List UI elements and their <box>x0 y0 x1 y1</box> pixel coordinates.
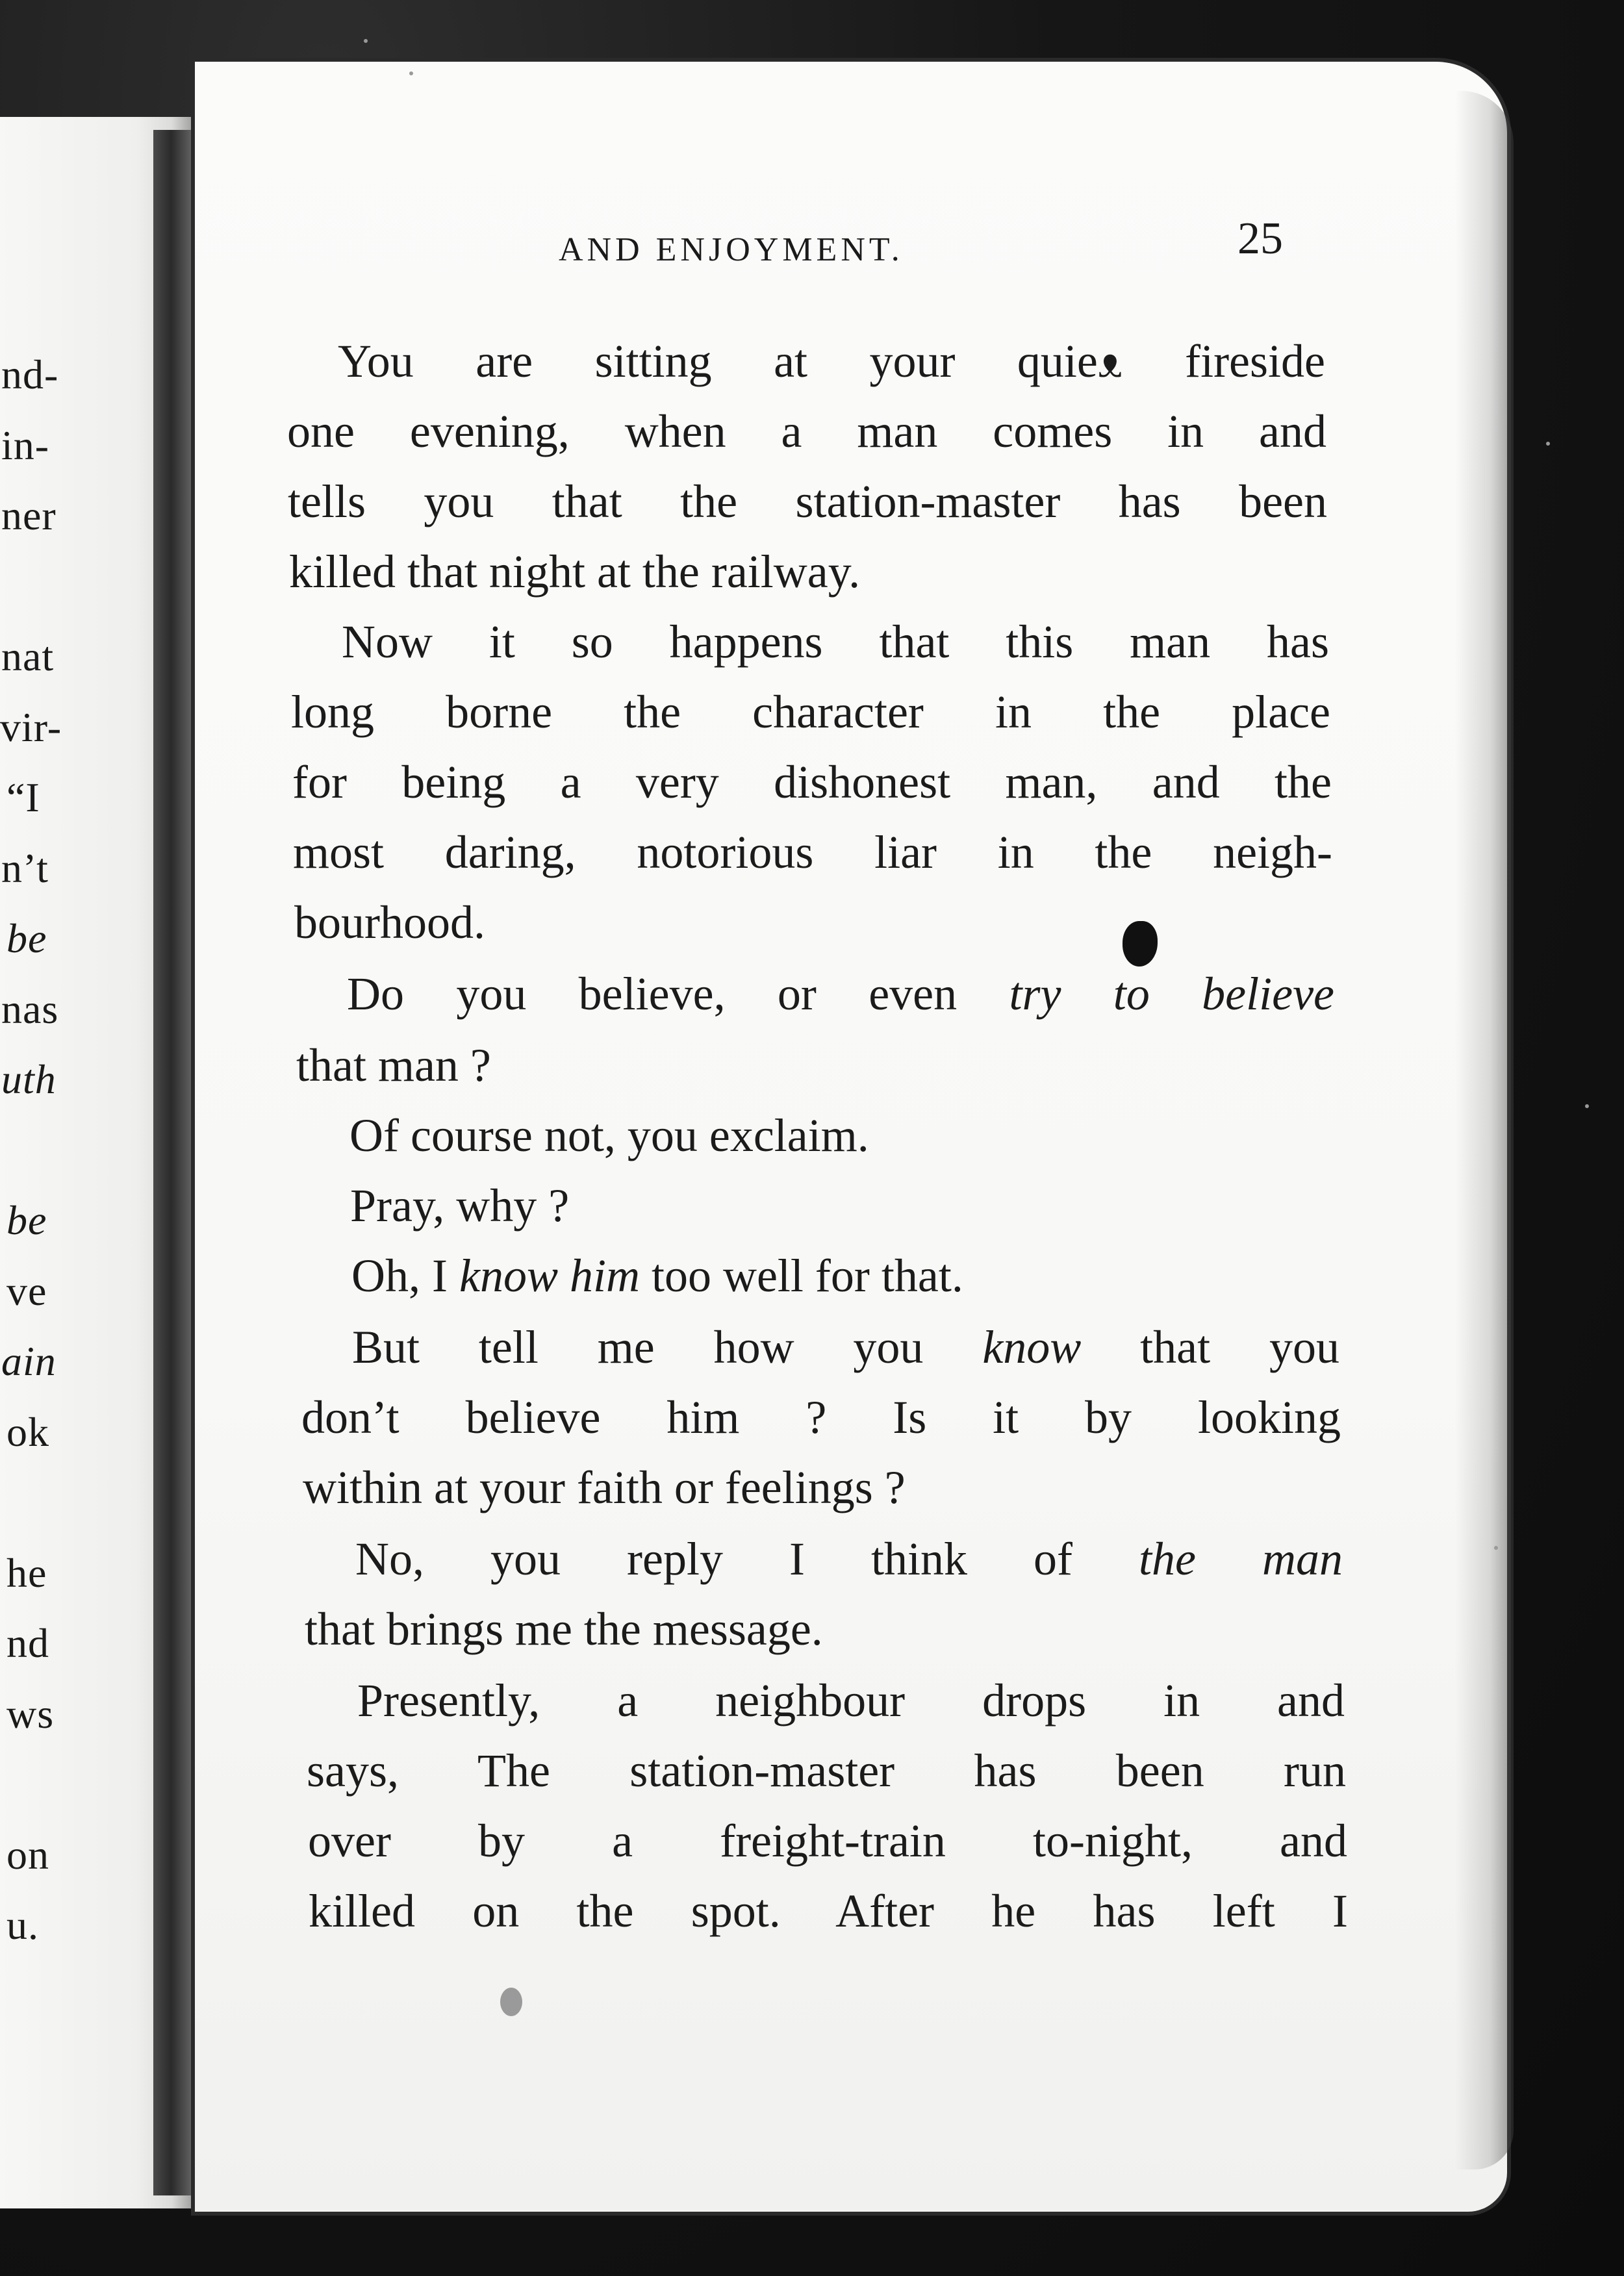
left-page-fragment: nd- <box>1 351 59 398</box>
left-page-fragment: n’t <box>1 844 49 891</box>
text-line: that brings me the message. <box>305 1603 823 1655</box>
left-page-fragment: be <box>6 915 47 961</box>
text-line: long borne the character in the place <box>291 686 1330 738</box>
left-page-fragment: on <box>6 1831 49 1878</box>
left-page-fragment: ner <box>1 492 57 538</box>
left-page-fragment: ve <box>6 1267 47 1314</box>
text-run: Do you believe, or even <box>347 968 1009 1020</box>
paper-speck <box>500 1988 522 2016</box>
text-line: over by a freight-train to-night, and <box>308 1815 1347 1867</box>
running-head: AND ENJOYMENT. <box>559 231 904 268</box>
text-line: You are sitting at your quieᴥ fireside <box>338 335 1325 387</box>
dust-speck <box>364 39 368 43</box>
text-run: No, you reply I think of <box>355 1533 1139 1585</box>
left-page-fragment: nd <box>6 1620 49 1666</box>
page-number: 25 <box>1237 214 1283 264</box>
left-page-fragment: nas <box>1 985 59 1032</box>
text-line: within at your faith or feelings ? <box>303 1461 906 1513</box>
dust-speck <box>409 71 413 75</box>
text-run: that you <box>1081 1321 1340 1373</box>
left-page-fragment: “I <box>6 774 40 820</box>
text-line: most daring, notorious liar in the neigh- <box>293 826 1332 878</box>
text-line <box>351 1250 1339 1302</box>
text-line: that man ? <box>296 1039 491 1091</box>
text-run: too well for that. <box>639 1250 963 1302</box>
left-page-fragment: ws <box>6 1690 55 1737</box>
text-line: says, The station-master has been run <box>307 1745 1346 1797</box>
text-line: bourhood. <box>294 896 485 948</box>
text-line: don’t believe him ? Is it by looking <box>301 1391 1341 1443</box>
text-run: Oh, I <box>351 1250 459 1302</box>
text-line: Presently, a neighbour drops in and <box>357 1675 1345 1726</box>
text-line: Pray, why ? <box>350 1180 570 1232</box>
italic-phrase: try to believe <box>1009 968 1334 1020</box>
left-page-fragment: ok <box>6 1408 49 1455</box>
text-line <box>352 1321 1340 1373</box>
left-page-fragment: uth <box>1 1056 57 1102</box>
text-line: for being a very dishonest man, and the <box>292 756 1332 808</box>
left-page-fragment: he <box>6 1549 47 1596</box>
text-line: Of course not, you exclaim. <box>349 1109 869 1161</box>
left-page-fragment: nat <box>1 633 55 679</box>
italic-phrase: know <box>982 1321 1082 1373</box>
text-line: killed that night at the railway. <box>289 546 861 598</box>
left-page-fragment: u. <box>6 1902 39 1948</box>
text-line: tells you that the station-master has been <box>288 475 1327 527</box>
page-edge-shadow <box>1455 91 1514 2169</box>
text-line: killed on the spot. After he has left I <box>309 1885 1348 1937</box>
italic-phrase: the man <box>1139 1533 1343 1585</box>
dust-speck <box>1585 1104 1589 1108</box>
left-page-fragment: in- <box>1 422 50 468</box>
left-page-fragment: ain <box>1 1338 57 1384</box>
text-line: Now it so happens that this man has <box>342 616 1329 668</box>
text-line <box>347 968 1334 1020</box>
dust-speck <box>1494 1546 1498 1550</box>
left-page-fragment: vir- <box>0 703 62 750</box>
text-line: one evening, when a man comes in and <box>287 405 1326 457</box>
dust-speck <box>1546 442 1550 446</box>
italic-phrase: know him <box>459 1250 640 1302</box>
left-page-fragment: be <box>6 1197 47 1243</box>
text-line <box>355 1533 1343 1585</box>
text-run: But tell me how you <box>352 1321 983 1373</box>
